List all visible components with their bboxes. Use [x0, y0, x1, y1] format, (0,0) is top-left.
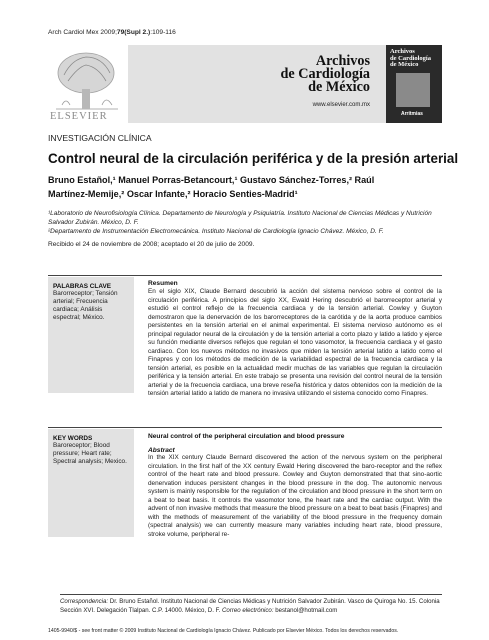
correspondence-text: Dr. Bruno Estañol. Instituto Nacional de Ciencias Médicas y Nutrición Salvador Zubirán. Vasco de Quiroga No. 15. Colonia Sección XVI. Delegación Tlalpan. C.P. 14000. México, D. F.: [60, 598, 440, 614]
copyright-footer: 1405-9940/$ - see front matter © 2009 Instituto Nacional de Cardiología Ignacio Chávez. Publicado por Elsevier México. Todos los derechos reservados.: [48, 628, 399, 634]
article-title: Control neural de la circulación periférica y de la presión arterial: [48, 151, 459, 166]
journal-banner: [128, 45, 386, 123]
journal-title: [281, 55, 370, 94]
journal-title-line3: de México: [308, 79, 370, 95]
authors-line1: Bruno Estañol,¹ Manuel Porras-Betancourt,¹ Gustavo Sánchez-Torres,² Raúl: [48, 175, 375, 185]
email-label: Correo electrónico:: [222, 606, 274, 614]
cover-logo: Arritmias: [401, 111, 423, 117]
cover-title-line2: de Cardiología: [390, 54, 431, 62]
correspondence: [60, 598, 444, 615]
keywords-es-text: Barorreceptor; Tensión arterial; Frecuencia cardiaca; Análisis espectral; México.: [53, 290, 118, 322]
resumen-text: En el siglo XIX, Claude Bernard descubrió la acción del sistema nervioso sobre el control de la circulación periférica. A principios del siglo XX, Ewald Hering descubrió el barorreceptor arterial y estudió el control reflejo de la frecuencia cardiaca y de la tensión arterial. Cowley y Guyton demostraron que la denervación de los barorreceptores de la carótida y de la aorta produce cambios persistentes en la tensión arterial en el animal experimental. El sistema nervioso autónomo es el principal regulador neural de la circulación y de la tensión arterial a corto plazo y latido a latido y ejerce su función mediante diversos reflejos que regulan el tono vasomotor, la frecuencia cardiaca y el gasto cardiaco. Con los nuevos métodos no invasivos que miden la tensión arterial latido a latido como el Finapres y con los métodos de medición de la variabilidad espectral de la frecuencia cardiaca y la tensión arterial, es posible en la actualidad medir muchas de las variables que regulan la circulación periférica y la tensión arterial. En este trabajo se presenta una revisión del control neural de la tensión arterial y de la frecuencia cardiaca, una breve reseña histórica y datos obtenidos con la medición de la tensión arterial latido a latido de manera no invasiva utilizando el sistema conocido como Finapres.: [148, 288, 442, 397]
affiliation-1: ¹Laboratorio de Neurofisiología Clínica. Departamento de Neurología y Psiquiatría. Instituto Nacional de Ciencias Médicas y Nutrición Salvador Zubirán. México, D. F.: [48, 210, 432, 227]
running-head-pages: :109-116: [150, 29, 176, 36]
article-dates: Recibido el 24 de noviembre de 2008; aceptado el 20 de julio de 2009.: [48, 241, 255, 248]
elsevier-logo: [48, 45, 128, 123]
cover-title-line3: de México: [390, 61, 419, 68]
journal-title-line2: de Cardiología: [280, 66, 370, 82]
elsevier-wordmark: ELSEVIER: [50, 111, 108, 122]
keywords-es-heading: PALABRAS CLAVE: [53, 283, 111, 290]
running-head-journal: Arch Cardiol Mex 2009;: [48, 29, 117, 36]
keywords-en-text: Baroreceptor; Blood pressure; Heart rate; Spectral analysis; Mexico.: [53, 442, 127, 466]
running-head-volume: 79(Supl 2.): [116, 29, 151, 36]
email-address[interactable]: bestanol@hotmail.com: [273, 606, 338, 614]
correspondence-label: Correspondencia:: [60, 598, 109, 605]
resumen: [148, 280, 442, 399]
authors-line2: Martínez-Memije,² Oscar Infante,² Horacio Senties-Madrid¹: [48, 188, 298, 199]
cover-title: [390, 49, 431, 69]
footnote-divider: [60, 594, 442, 595]
keywords-en-heading: KEY WORDS: [53, 435, 93, 442]
journal-url[interactable]: www.elsevier.com.mx: [312, 102, 370, 108]
cover-image: [396, 73, 430, 107]
resumen-heading: Resumen: [148, 280, 178, 287]
affiliations: [48, 209, 446, 236]
running-head: [48, 29, 176, 36]
keywords-es-box: [48, 277, 134, 393]
english-abstract-text: In the XIX century Claude Bernard discovered the action of the nervous system on the peripheral circulation. In the first half of the XX century Ewald Hering discovered the baro-receptor and the reflex control of the heart rate and blood pressure. Cowley and Guyton demonstrated that that sino-aortic denervation induces persistent changes in the blood pressure in the dog. The autonomic nervous system is mainly responsible for the regulation of the circulation and blood pressure in the short term on a beat to beat basis. It controls the vasomotor tone, the heart rate and the cardiac output. With the advent of non invasive methods that measure the blood pressure on a beat to beat basis (Finapres) and with the methods of measurement of the variability of the blood pressure in the frequency domain (spectral analysis) we can currently measure many variables including heart rate, blood pressure, stroke volume, peripheral re-: [148, 454, 442, 538]
keywords-en-box: [48, 429, 134, 537]
english-abstract: [148, 433, 442, 539]
cover-title-line1: Archivos: [390, 48, 415, 55]
divider: [48, 275, 442, 276]
journal-title-line1: Archivos: [315, 53, 370, 69]
article-section: INVESTIGACIÓN CLÍNICA: [48, 133, 152, 143]
article-authors: [48, 174, 448, 201]
english-abstract-heading: Abstract: [148, 447, 175, 454]
journal-cover: [386, 45, 442, 123]
affiliation-2: ²Departamento de Instrumentación Electromecánica. Instituto Nacional de Cardiología Ignacio Chávez. México, D. F.: [48, 228, 384, 236]
divider: [48, 427, 442, 428]
english-abstract-title: Neural control of the peripheral circulation and blood pressure: [148, 433, 345, 440]
